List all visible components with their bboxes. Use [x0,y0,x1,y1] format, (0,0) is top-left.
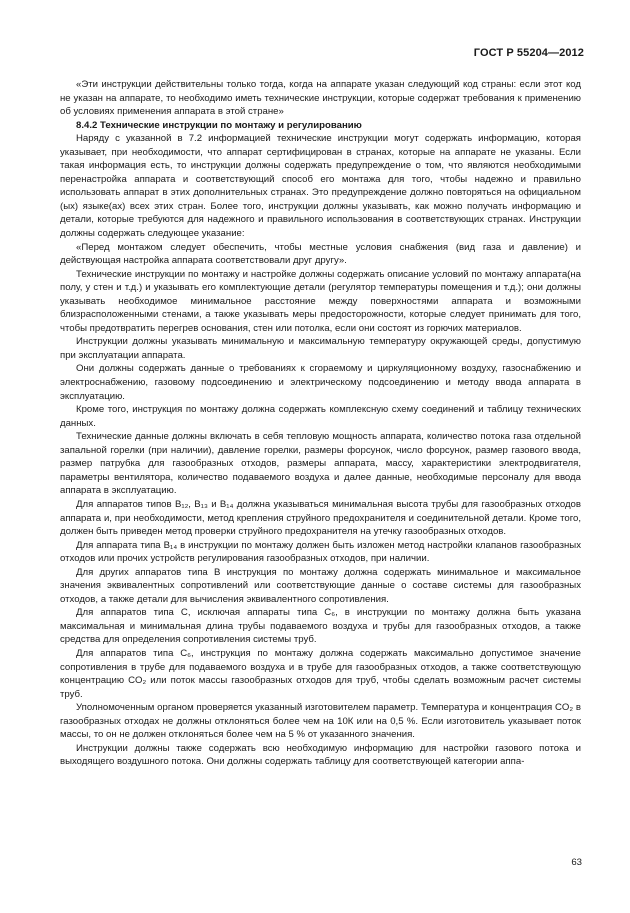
paragraph: Наряду с указанной в 7.2 информацией технические инструкции могут содержать информацию, которая указывает, при необходимости, что аппарат сертифицирован в странах, которые на аппарате не указаны. Если такая информация есть, то инструкции должны содержать предупреждение о том, что являются необходимыми перенастройка аппарата и соответствующий способ его монтажа для того, чтобы надежно и правильно использовать аппарат в этих дополнительных странах. Это предупреждение должно повторяться на официальном (ых) языке(ах) всех этих стран. Более того, инструкции должны указывать, как можно получать информацию и детали, которые требуются для надежного и правильного использования в соответствующих странах. Инструкции должны содержать следующее указание: [60,133,581,240]
standard-code-header: ГОСТ Р 55204—2012 [473,47,584,59]
paragraph: Для аппаратов типов B₁₂, B₁₃ и B₁₄ должна указываться минимальная высота трубы для газообразных отходов аппарата и, при необходимости, метод крепления струйного предохранителя и соединительной детали. Кроме того, должен быть приведен метод проверки струйного предохранителя на утечку газообразных отходов. [60,498,581,538]
document-body [60,78,581,769]
paragraph: Инструкции должны указывать минимальную и максимальную температуру окружающей среды, допустимую при эксплуатации аппарата. [60,336,581,361]
paragraph: Технические данные должны включать в себя тепловую мощность аппарата, количество потока газа отдельной запальной горелки (при наличии), давление горелки, размеры форсунок, число форсунок, размер газового ввода, размер патрубка для газообразных отходов, размеры аппарата, массу, характеристики электродвигателя, параметры вентилятора, количество подаваемого воздуха и далее данные, необходимые персоналу для ввода аппарата в эксплуатацию. [60,431,581,497]
paragraph: Для аппарата типа B₁₄ в инструкции по монтажу должен быть изложен метод настройки клапанов газообразных отходов или прочих устройств регулирования газообразных отходов, при наличии. [60,539,581,565]
paragraph: Для аппаратов типа C₆, инструкция по монтажу должна содержать максимально допустимое значение сопротивления в трубе для подаваемого воздуха и в трубе для газообразных отходов, а также соответствующую концентрацию CO₂ или поток массы газообразных отходов для труб, чтобы сделать возможным расчет системы труб. [60,647,581,700]
paragraph: Они должны содержать данные о требованиях к сгораемому и циркуляционному воздуху, газоснабжению и электроснабжению, газовому подсоединению и электрическому подсоединению и методу ввода аппарата в эксплуатацию. [60,363,581,402]
paragraph: Уполномоченным органом проверяется указанный изготовителем параметр. Температура и концентрация CO₂ в газообразных отходах не должны отклоняться более чем на 10К или на 0,5 %. Если изготовитель указывает поток массы, то он не должен отклоняться более чем на 5 % от указанного значения. [60,702,581,741]
paragraph: Для аппаратов типа C, исключая аппараты типа C₆, в инструкции по монтажу должна быть указана максимальная и минимальная длина трубы подаваемого воздуха и трубы для газообразных отходов, а также средства для определения сопротивления системы труб. [60,607,581,646]
paragraph: Инструкции должны также содержать всю необходимую информацию для настройки газового потока и выходящего воздушного потока. Они должны содержать таблицу для соответствующей категории аппа- [60,742,581,768]
paragraph: Кроме того, инструкция по монтажу должна содержать комплексную схему соединений и таблицу технических данных. [60,404,581,429]
paragraph: Технические инструкции по монтажу и настройке должны содержать описание условий по монтажу аппарата(на полу, у стен и т.д.) и указывать его комплектующие детали (регулятор температуры помещения и т.д.); они должны указывать необходимое минимальное расстояние между поверхностями аппарата и возможными близрасположенными стенами, а также указывать меры предосторожности, которые следует принимать для того, чтобы предотвратить перегрев основания, стен или потолка, если они состоят из горючих материалов. [60,268,581,334]
paragraph: «Перед монтажом следует обеспечить, чтобы местные условия снабжения (вид газа и давление) и действующая настройка аппарата соответствовали друг другу». [60,241,581,267]
paragraph: Для других аппаратов типа B инструкция по монтажу должна содержать минимальное и максимальное значения эквивалентных сопротивлений или соответствующие данные о составе системы для газообразных отходов, а также детали для вычисления эквивалентного сопротивления. [60,566,581,605]
section-heading: 8.4.2 Технические инструкции по монтажу и регулированию [76,119,362,131]
paragraph: «Эти инструкции действительны только тогда, когда на аппарате указан следующий код страны: если этот код не указан на аппарате, то необходимо иметь технические инструкции, которые содержат требования к применению об условиях применения аппарата в этой стране» [60,79,581,118]
page-number: 63 [571,857,582,868]
